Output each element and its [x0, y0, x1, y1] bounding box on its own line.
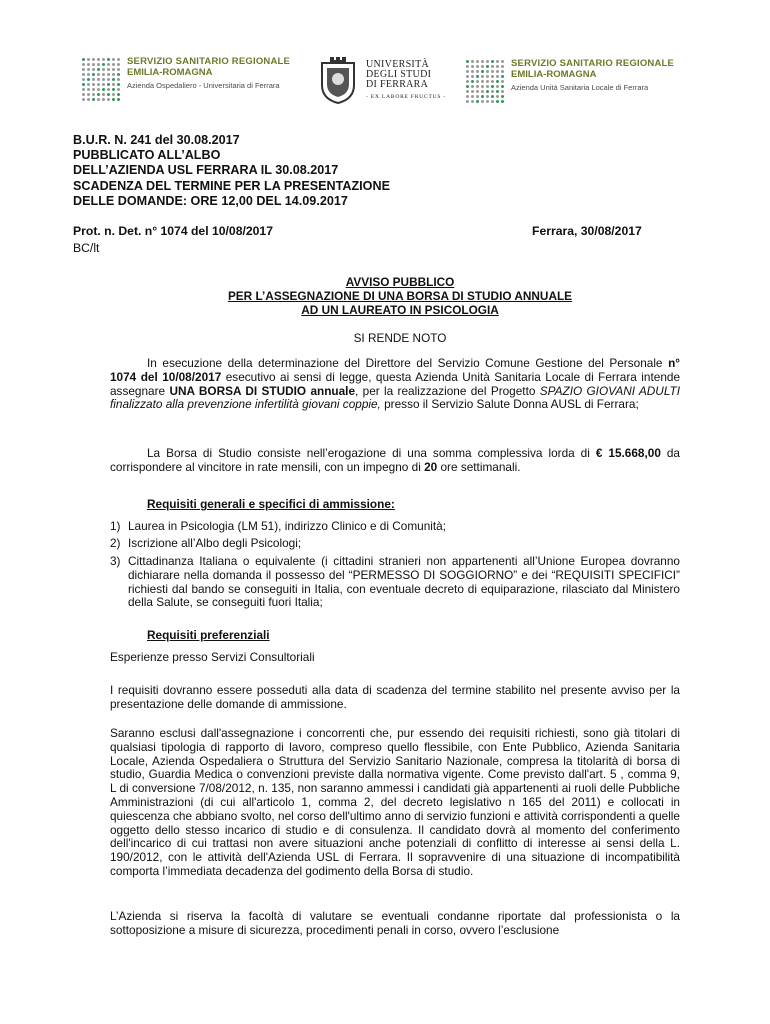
dots-logo-icon — [82, 58, 121, 102]
logo-left-line1: SERVIZIO SANITARIO REGIONALE — [127, 56, 291, 67]
dots-logo-icon — [466, 60, 505, 104]
amount: € 15.668,00 — [595, 446, 661, 460]
header-line: DELLE DOMANDE: ORE 12,00 DEL 14.09.2017 — [73, 193, 348, 208]
paragraph-preferenziali: Esperienze presso Servizi Consultoriali — [110, 650, 315, 664]
list-text: Cittadinanza Italiana o equivalente (i cittadini stranieri non appartenenti all’Unione Europea dovranno dichiarare nella domanda il possesso del “PERMESSO DI SOGGIORNO” e dei “REQUISITI SPECIFICI” richiesti dal bando se conseguiti in Italia, con eventuale decreto di equiparazione, rilasciato dal Ministero della Salute, se conseguiti fuori Italia; — [128, 554, 680, 610]
heading-requisiti-preferenziali: Requisiti preferenziali — [147, 628, 270, 642]
uni-motto: - EX LABORE FRUCTUS - — [366, 94, 447, 100]
logo-right-line3: Azienda Unità Sanitaria Locale di Ferrara — [511, 83, 649, 92]
logo-aou-ferrara — [82, 56, 290, 102]
list-number: 3) — [110, 554, 121, 568]
paragraph-esclusioni: Saranno esclusi dall'assegnazione i concorrenti che, pur essendo dei requisiti richiesti, sono già titolari di qualsiasi tipologia di rapporto di lavoro, compreso quello flessibile, con Ente Pubblico, Azienda Sanitaria Locale, Azienda Ospedaliera o Struttura del Servizio Sanitario Nazionale, compresa la titolarità di borsa di studio, Guardia Medica o convenzioni previste dalla normativa vigente. Come previsto dall'art. 5 , comma 9, L di conversione 7/08/2012, n. 135, non saranno ammessi i candidati già appartenenti ai ruoli delle Pubbliche Amministrazioni (di cui all'articolo 1, comma 2, del decreto legislativo n 165 del 2011) e collocati in quiescenza che abbiano svolto, nel corso dell'ultimo anno di servizio funzioni e attività corrispondenti a quelle oggetto dello stesso incarico di studio e di consulenza. Il candidato dovrà al momento del conferimento dell'incarico di cui trattasi non avere situazioni anche potenziali di conflitto di interesse ai sensi della L. 190/2012, con le attività dell'Azienda USL di Ferrara. Il sopravvenire di una situazione di incompatibilità comporta l’immediata decadenza del godimento della Borsa di studio. — [110, 726, 680, 878]
hours: 20 — [424, 459, 438, 474]
header-line: B.U.R. N. 241 del 30.08.2017 — [73, 133, 240, 147]
reference-initials: BC/lt — [73, 241, 100, 255]
logo-left-line3: Azienda Ospedaliero - Universitaria di Ferrara — [127, 81, 280, 90]
text-span: esecutivo ai sensi di legge, questa Azienda Unità Sanitaria Locale di Ferrara intende assegnare — [110, 369, 681, 398]
paragraph-scadenza: I requisiti dovranno essere posseduti alla data di scadenza del termine stabilito nel presente avviso per la presentazione delle domande di ammissione. — [110, 683, 680, 711]
title-line: PER L’ASSEGNAZIONE DI UNA BORSA DI STUDIO ANNUALE — [227, 289, 573, 303]
uni-line3: DI FERRARA — [366, 79, 429, 90]
logo-left-line2: EMILIA-ROMAGNA — [127, 67, 213, 78]
text-span: presso il Servizio Salute Donna AUSL di Ferrara; — [380, 397, 639, 412]
text-span: , per la realizzazione del Progetto — [355, 383, 540, 398]
place-date: Ferrara, 30/08/2017 — [532, 224, 642, 238]
protocol-number: Prot. n. Det. n° 1074 del 10/08/2017 — [73, 224, 273, 238]
publication-header — [73, 133, 390, 209]
title-line: AD UN LAUREATO IN PSICOLOGIA — [301, 303, 499, 317]
text-span: In esecuzione della determinazione del Direttore del Servizio Comune Gestione del Personale — [147, 356, 669, 370]
paragraph-importo — [110, 447, 680, 475]
text-span: da corrispondere al vincitore in rate mensili, con un impegno di — [110, 446, 680, 474]
det-number: n° 1074 del 10/08/2017 — [110, 356, 680, 384]
project-name: SPAZIO GIOVANI ADULTI finalizzato alla prevenzione infertilità giovani coppie, — [110, 383, 680, 412]
logo-unife — [318, 57, 446, 105]
list-text: Laurea in Psicologia (LM 51), indirizzo Clinico e di Comunità; — [128, 519, 447, 533]
uni-line2: DEGLI STUDI — [366, 69, 432, 80]
list-item — [110, 520, 680, 534]
logo-ausl-ferrara — [466, 58, 674, 104]
list-number: 2) — [110, 536, 121, 550]
logo-right-line1: SERVIZIO SANITARIO REGIONALE — [511, 58, 675, 69]
paragraph-esecuzione — [110, 357, 680, 412]
title-line: AVVISO PUBBLICO — [345, 275, 455, 289]
list-item — [110, 555, 680, 610]
notice-title — [110, 275, 690, 317]
paragraph-condanne: L’Azienda si riserva la facoltà di valutare se eventuali condanne riportate dal professionista o la sottoposizione a misure di sicurezza, procedimenti penali in corso, ovvero l’esclusione — [110, 909, 680, 937]
logo-right-line2: EMILIA-ROMAGNA — [511, 69, 597, 80]
header-line: PUBBLICATO ALL’ALBO — [73, 148, 221, 163]
list-item — [110, 537, 680, 551]
list-number: 1) — [110, 519, 121, 533]
text-span: La Borsa di Studio consiste nell’erogazione di una somma complessiva lorda di — [147, 446, 596, 460]
heading-requisiti-generali: Requisiti generali e specifici di ammissione: — [147, 497, 395, 511]
header-line: DELL’AZIENDA USL FERRARA IL 30.08.2017 — [73, 163, 339, 178]
text-span: ore settimanali. — [437, 459, 521, 474]
list-text: Iscrizione all’Albo degli Psicologi; — [128, 536, 302, 550]
borsa-label: UNA BORSA DI STUDIO annuale — [169, 383, 356, 398]
header-line: SCADENZA DEL TERMINE PER LA PRESENTAZIONE — [73, 178, 390, 193]
si-rende-noto: SI RENDE NOTO — [353, 331, 447, 345]
uni-line1: UNIVERSITÀ — [366, 59, 429, 70]
university-seal-icon — [318, 57, 358, 105]
